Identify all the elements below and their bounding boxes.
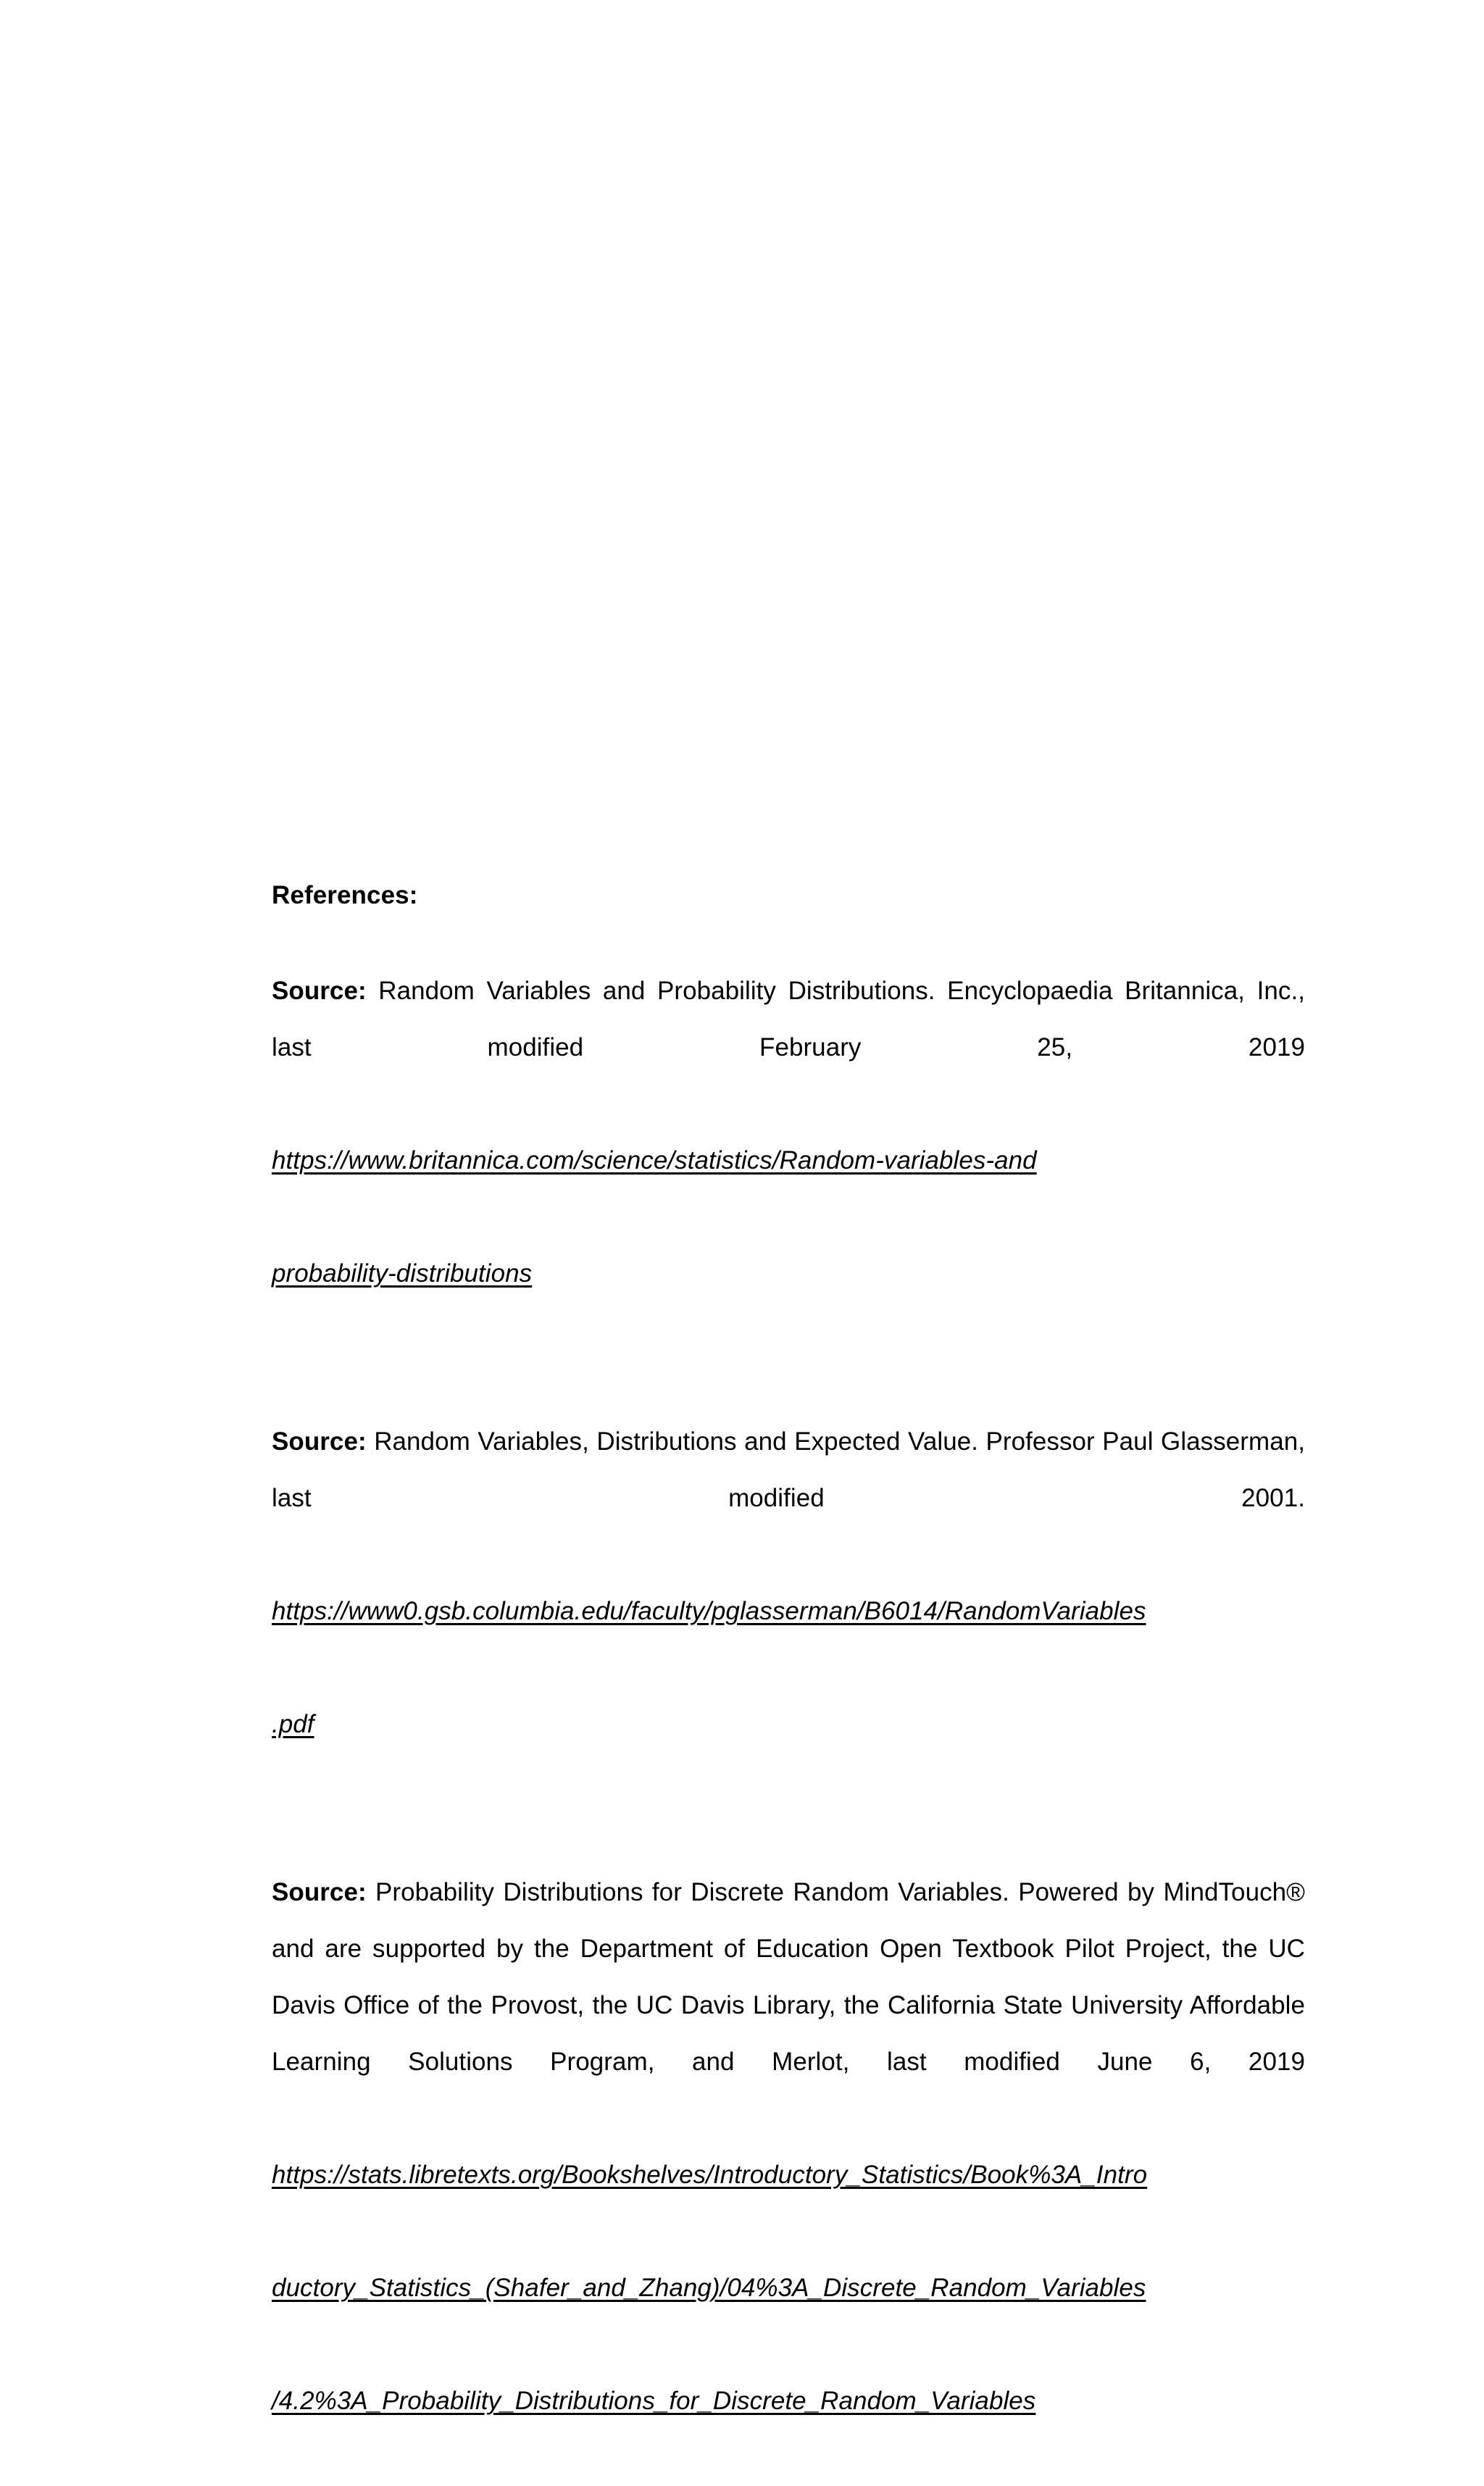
reference-citation	[272, 1414, 1305, 1583]
reference-url-line[interactable]: .pdf	[272, 1710, 314, 1738]
reference-url-line[interactable]: https://stats.libretexts.org/Bookshelves/Introductory_Statistics/Book%3A_Intro	[272, 2161, 1148, 2189]
page-title: References:	[272, 881, 418, 909]
reference-entry	[272, 1864, 1305, 2486]
source-label: Source:	[272, 1878, 367, 1906]
reference-entry	[272, 963, 1305, 1359]
reference-url-line[interactable]: probability-distributions	[272, 1259, 533, 1288]
reference-url-line[interactable]: https://www0.gsb.columbia.edu/faculty/pglasserman/B6014/RandomVariables	[272, 1597, 1146, 1625]
references-section	[272, 883, 1305, 2486]
reference-citation	[272, 1864, 1305, 2147]
reference-url-line[interactable]: ductory_Statistics_(Shafer_and_Zhang)/04%3A_Discrete_Random_Variables	[272, 2274, 1146, 2302]
reference-url-line[interactable]: https://www.britannica.com/science/statistics/Random-variables-and	[272, 1146, 1037, 1175]
reference-url-line[interactable]: /4.2%3A_Probability_Distributions_for_Discrete_Random_Variables	[272, 2387, 1036, 2415]
citation-text: Probability Distributions for Discrete Random Variables. Powered by MindTouch® and are supported by the Department of Education Open Textbook Pilot Project, the UC Davis Office of the Provost, the UC Davis Library, the California State University Affordable Learning Solutions Program, and Merlot, last modified June 6, 2019	[272, 1878, 1305, 2076]
citation-text: Random Variables, Distributions and Expected Value. Professor Paul Glasserman, last modified 2001.	[272, 1427, 1305, 1512]
source-label: Source:	[272, 977, 367, 1005]
reference-citation	[272, 963, 1305, 1133]
source-label: Source:	[272, 1427, 367, 1456]
citation-text: Random Variables and Probability Distributions. Encyclopaedia Britannica, Inc., last modified February 25, 2019	[272, 977, 1305, 1061]
reference-entry	[272, 1414, 1305, 1809]
